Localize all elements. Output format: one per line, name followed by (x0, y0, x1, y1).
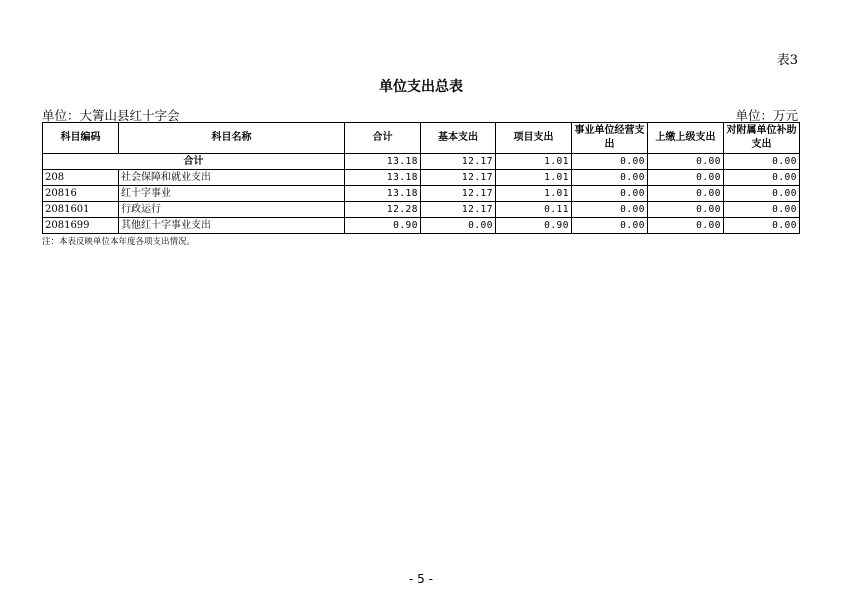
total-value: 0.00 (572, 154, 648, 170)
row-value: 0.00 (648, 186, 724, 202)
row-name: 社会保障和就业支出 (119, 170, 345, 186)
row-value: 0.11 (496, 202, 572, 218)
table-row (43, 218, 800, 234)
header-project: 项目支出 (496, 123, 572, 154)
header-code: 科目编码 (43, 123, 119, 154)
row-value: 0.00 (724, 218, 800, 234)
expenditure-summary-table (42, 122, 800, 234)
row-value: 13.18 (345, 170, 421, 186)
total-value: 1.01 (496, 154, 572, 170)
table-row (43, 202, 800, 218)
row-value: 1.01 (496, 186, 572, 202)
row-name: 其他红十字事业支出 (119, 218, 345, 234)
row-value: 0.00 (648, 218, 724, 234)
page-number: - 5 - (409, 572, 433, 586)
row-value: 0.90 (345, 218, 421, 234)
row-code: 2081699 (43, 218, 119, 234)
header-total: 合计 (345, 123, 421, 154)
table-note: 注：本表反映单位本年度各项支出情况。 (42, 237, 196, 247)
row-value: 0.90 (496, 218, 572, 234)
total-value: 12.17 (421, 154, 496, 170)
table-header-row (43, 123, 800, 154)
row-value: 12.17 (421, 202, 496, 218)
unit-organization: 单位：大箐山县红十字会 (42, 108, 180, 123)
row-value: 0.00 (572, 218, 648, 234)
total-value: 0.00 (648, 154, 724, 170)
total-row (43, 154, 800, 170)
total-value: 13.18 (345, 154, 421, 170)
row-value: 12.28 (345, 202, 421, 218)
row-code: 20816 (43, 186, 119, 202)
total-value: 0.00 (724, 154, 800, 170)
row-value: 0.00 (724, 170, 800, 186)
unit-currency: 单位：万元 (735, 108, 798, 123)
page-title: 单位支出总表 (379, 79, 463, 95)
row-value: 1.01 (496, 170, 572, 186)
table-row (43, 186, 800, 202)
row-value: 13.18 (345, 186, 421, 202)
row-value: 12.17 (421, 170, 496, 186)
row-value: 0.00 (421, 218, 496, 234)
header-business: 事业单位经营支出 (572, 123, 648, 154)
row-value: 0.00 (724, 202, 800, 218)
row-name: 红十字事业 (119, 186, 345, 202)
row-value: 0.00 (724, 186, 800, 202)
row-code: 2081601 (43, 202, 119, 218)
header-remit: 上缴上级支出 (648, 123, 724, 154)
row-code: 208 (43, 170, 119, 186)
row-value: 0.00 (648, 202, 724, 218)
row-name: 行政运行 (119, 202, 345, 218)
header-basic: 基本支出 (421, 123, 496, 154)
header-name: 科目名称 (119, 123, 345, 154)
row-value: 0.00 (572, 202, 648, 218)
table-number: 表3 (776, 53, 798, 68)
row-value: 0.00 (572, 186, 648, 202)
total-label: 合计 (43, 154, 345, 170)
row-value: 0.00 (648, 170, 724, 186)
table-row (43, 170, 800, 186)
row-value: 0.00 (572, 170, 648, 186)
row-value: 12.17 (421, 186, 496, 202)
header-subsidy: 对附属单位补助支出 (724, 123, 800, 154)
